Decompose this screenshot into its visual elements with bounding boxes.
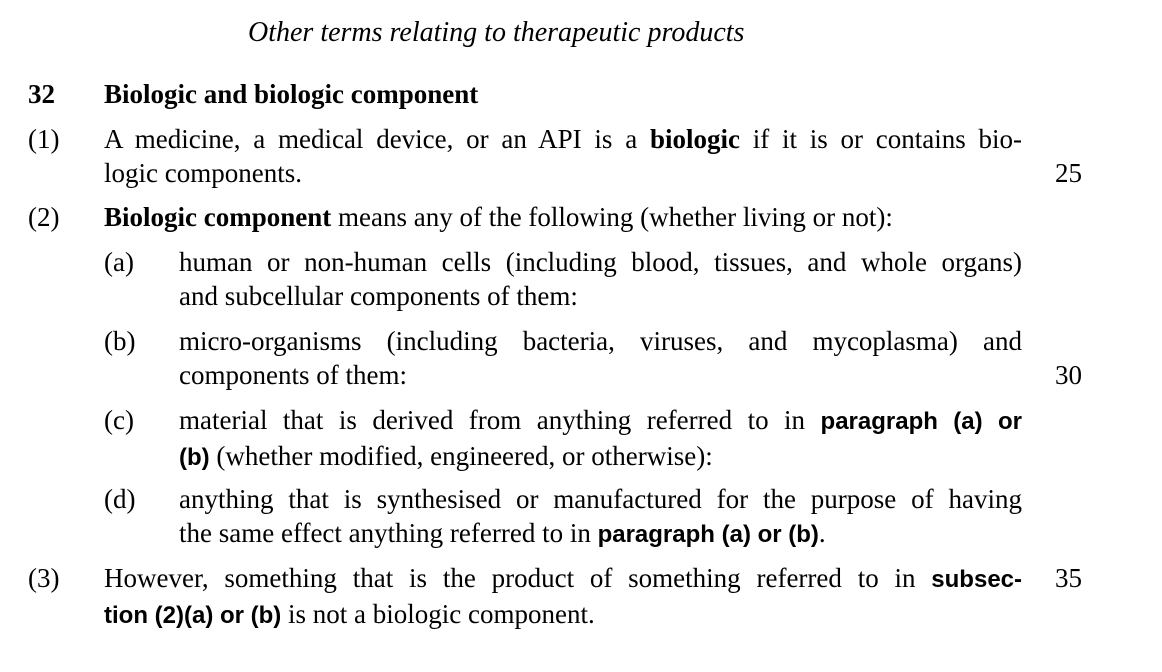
subsection-1-text-a: A medicine, a medical device, or an API is a [104, 124, 650, 154]
line-number-30: 30 [1055, 360, 1082, 390]
paragraph-d-text [179, 482, 1022, 552]
line-number-35: 35 [1055, 563, 1082, 593]
paragraph-b-line-1: micro-organisms (including bacteria, viruses, and mycoplasma) and [179, 326, 1022, 356]
paragraph-b-label: (b) [104, 326, 136, 356]
paragraph-a-label: (a) [104, 247, 134, 277]
paragraph-a-line-1: human or non-human cells (including blood, tissues, and whole organs) [179, 247, 1022, 277]
subsection-3-text-b: is not a biologic component. [281, 599, 595, 629]
paragraph-c-text-a: material that is derived from anything referred to in [179, 405, 821, 435]
paragraph-c-label: (c) [104, 405, 134, 435]
paragraph-b-line-2: components of them: [179, 360, 407, 390]
section-title: Biologic and biologic component [104, 79, 479, 109]
paragraph-a-line-2: and subcellular components of them: [179, 281, 578, 311]
paragraph-d-text-b: . [818, 518, 826, 548]
paragraph-a-text [179, 245, 1022, 313]
paragraph-b-text [179, 324, 1022, 392]
subsection-3-text [104, 561, 1022, 633]
cross-reference: paragraph (a) or (b) [597, 521, 819, 548]
subsection-2-text [104, 200, 893, 234]
term-biologic: biologic [649, 124, 740, 154]
paragraph-c-text [179, 403, 1022, 475]
subsection-1-text-c: logic components. [104, 158, 302, 188]
subsection-1-text [104, 122, 1022, 190]
subsection-1-text-b: if it is or contains bio- [739, 124, 1022, 154]
line-number-25: 25 [1055, 158, 1082, 188]
cross-reference: tion (2)(a) or (b) [104, 602, 282, 629]
subsection-3-text-a: However, something that is the product of something referred to in [104, 563, 932, 593]
paragraph-c-text-b: (whether modified, engineered, or otherwise): [209, 441, 713, 471]
subsection-3-label: (3) [28, 563, 60, 593]
subsection-2-label: (2) [28, 202, 60, 232]
part-heading: Other terms relating to therapeutic products [248, 17, 745, 48]
subsection-2-text-rest: means any of the following (whether living or not): [331, 202, 893, 232]
paragraph-d-line-1: anything that is synthesised or manufactured for the purpose of having [179, 484, 1022, 514]
paragraph-d-text-a: the same effect anything referred to in [179, 518, 598, 548]
section-number: 32 [28, 79, 55, 109]
subsection-1-label: (1) [28, 124, 60, 154]
cross-reference: (b) [179, 444, 210, 471]
cross-reference: subsec- [931, 566, 1022, 593]
term-biologic-component: Biologic component [104, 202, 332, 232]
cross-reference: paragraph (a) or [820, 408, 1023, 435]
paragraph-d-label: (d) [104, 484, 136, 514]
